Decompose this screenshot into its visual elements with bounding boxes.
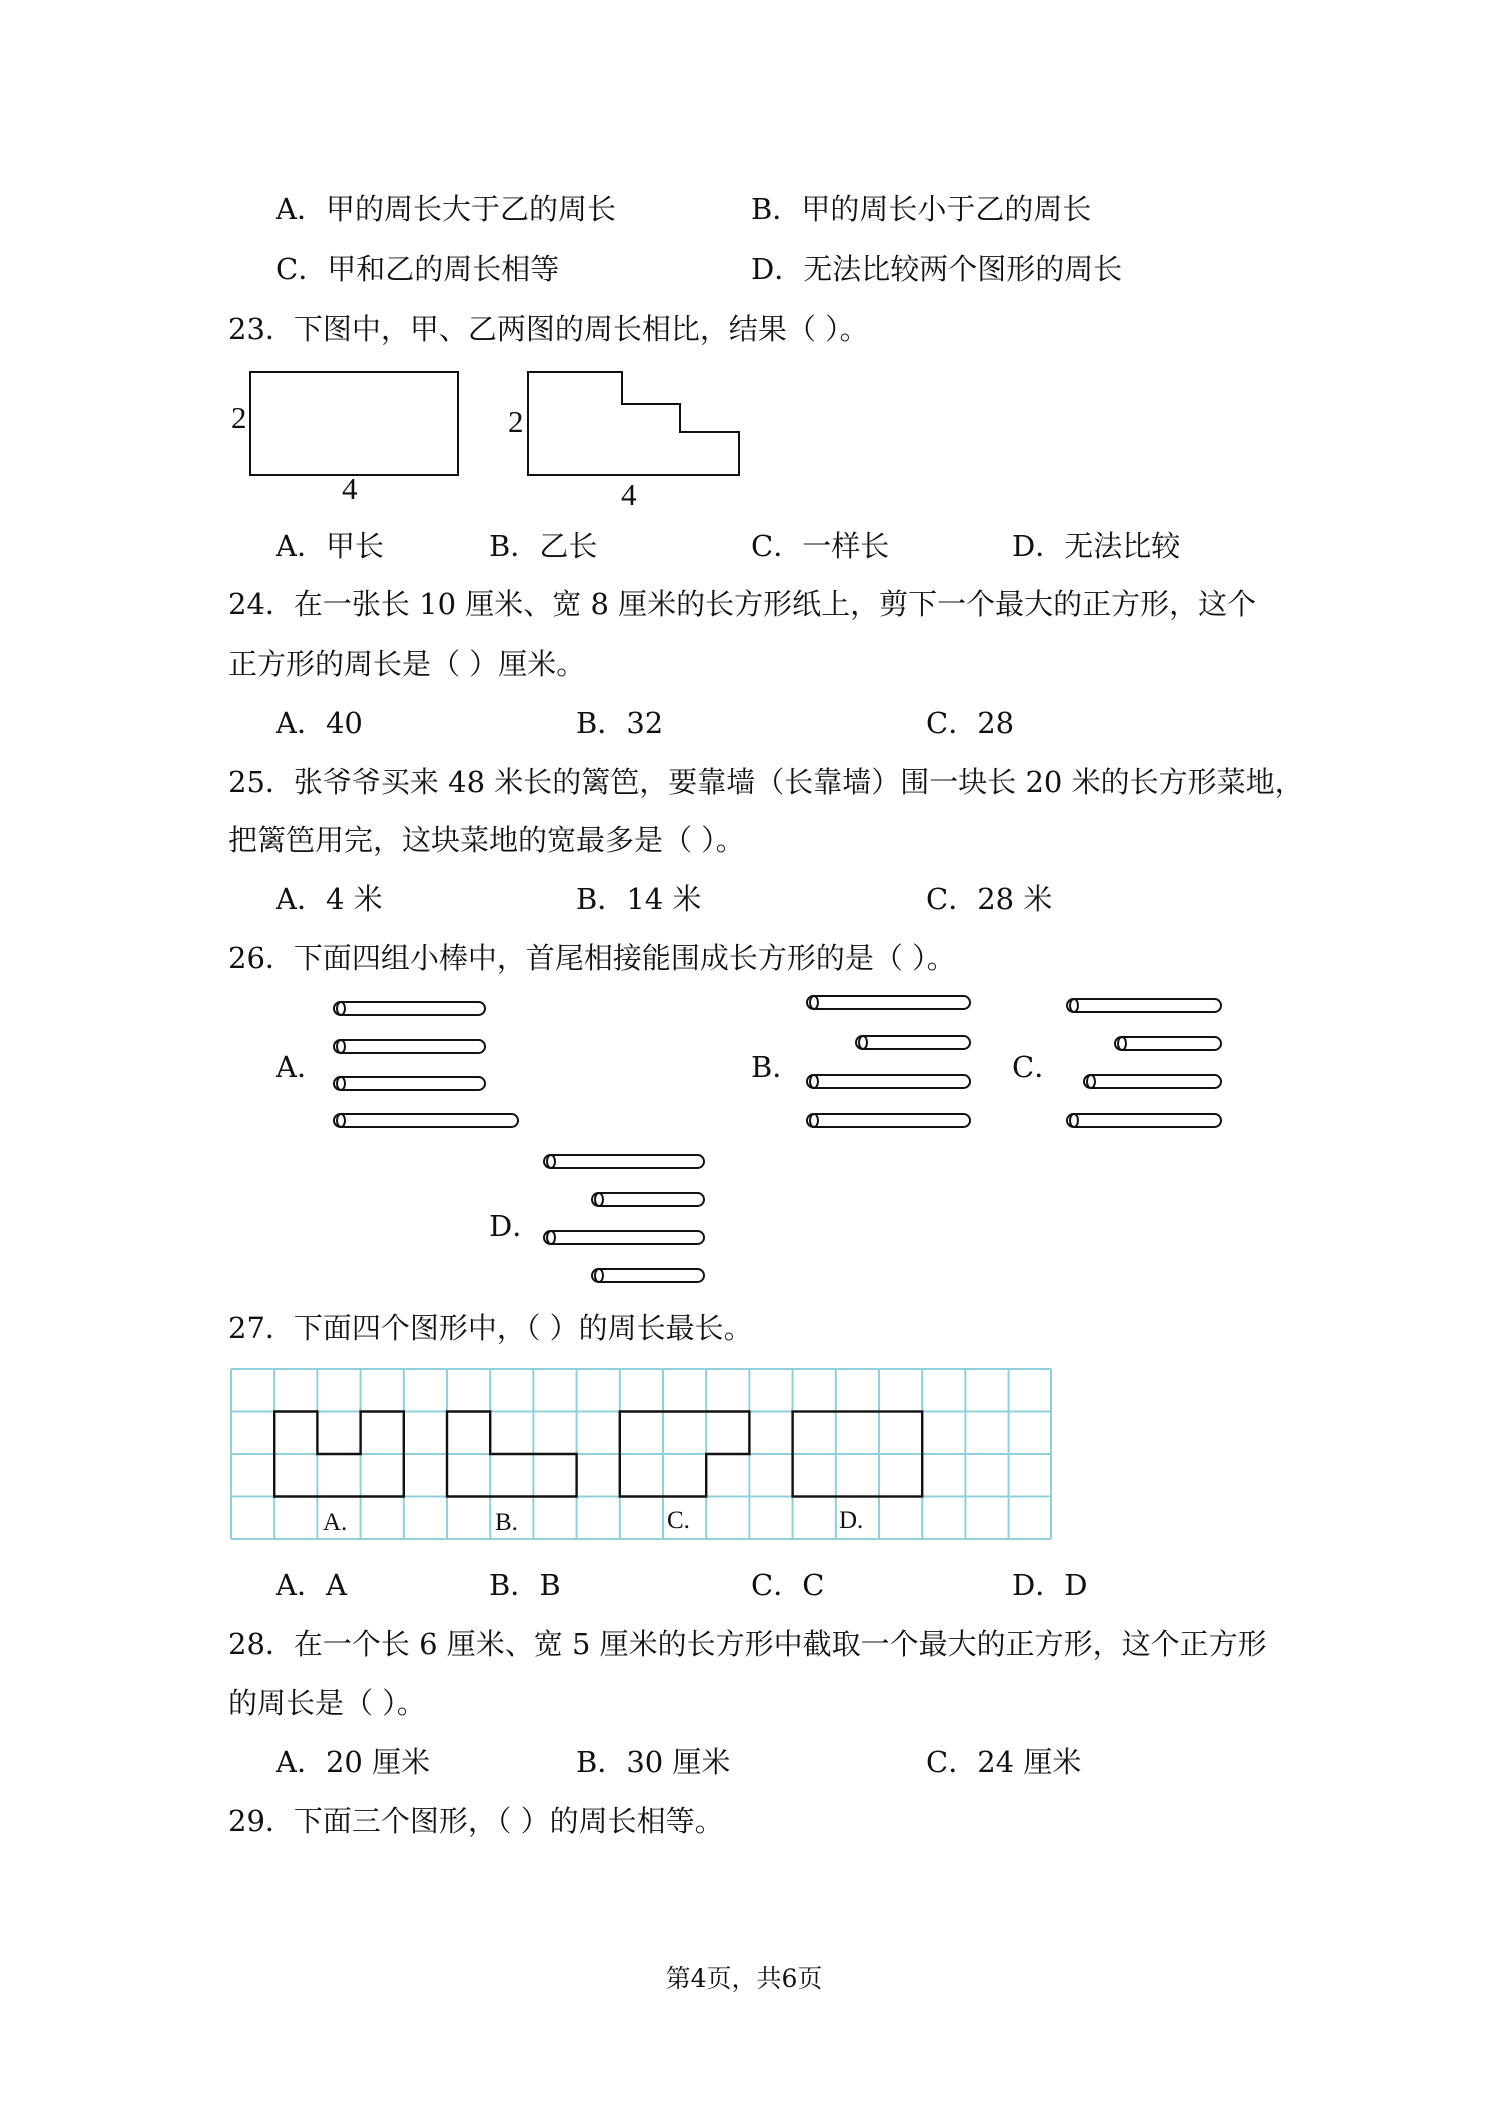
option-letter: C． [276,252,328,286]
option-letter: D． [1012,1568,1065,1602]
option-text: D [1064,1568,1088,1602]
figure-jia-rectangle [250,372,458,475]
q24-option-b[interactable] [576,705,663,741]
stick-group-c [1067,999,1221,1127]
q24-option-c[interactable] [926,705,1014,741]
q23-option-d[interactable] [1012,528,1180,564]
grid-label-b: B. [495,1509,518,1536]
q23-label-right-height: 2 [508,404,524,439]
stick [1115,1037,1221,1050]
q25-option-c[interactable] [926,881,1052,917]
q25-stem-line2: 把篱笆用完，这块菜地的宽最多是（ ）。 [228,823,745,857]
grid-label-d: D. [839,1507,864,1534]
option-letter: C． [926,882,978,916]
option-text: 甲的周长小于乙的周长 [801,192,1092,226]
figure-yi-stepped-shape [528,372,739,475]
stick-end [1070,1114,1078,1127]
stick-end [337,1114,345,1127]
q27-grid-figure [230,1368,1055,1542]
option-text: 24 厘米 [977,1745,1082,1779]
option-text: 一样长 [802,529,890,563]
option-text: 无法比较两个图形的周长 [803,252,1123,286]
option-letter: C． [751,529,803,563]
q23-option-c[interactable] [751,528,889,564]
stick-end [547,1231,555,1244]
option-letter: C． [926,706,978,740]
option-letter: D． [1012,529,1065,563]
q28-option-a[interactable] [276,1744,430,1780]
option-text: 乙长 [539,529,598,563]
q23-label-left-height: 2 [231,400,247,435]
q26-option-d[interactable]: D． [489,1209,542,1243]
option-text: A [325,1568,347,1602]
stick [334,1002,485,1015]
q22-option-c[interactable] [276,251,559,287]
stick [592,1193,704,1206]
q27-option-c[interactable] [751,1567,824,1603]
option-text: 4 米 [325,882,383,916]
q25-option-b[interactable] [576,881,701,917]
option-text: 无法比较 [1064,529,1181,563]
q24-option-a[interactable] [276,705,363,741]
q29-stem: 29．下面三个图形，（ ）的周长相等。 [228,1804,724,1838]
option-letter: B． [489,529,540,563]
stick [334,1114,518,1127]
q26-stem: 26．下面四组小棒中，首尾相接能围成长方形的是（ ）。 [228,941,956,975]
grid-label-c: C. [667,1507,690,1534]
option-letter: A． [276,192,326,226]
stick-end [810,1114,818,1127]
q24-stem-line2: 正方形的周长是（ ）厘米。 [228,647,586,681]
q25-option-a[interactable] [276,881,383,917]
q22-option-b[interactable] [751,191,1091,227]
q25-stem-line1: 25．张爷爷买来 48 米长的篱笆，要靠墙（长靠墙）围一块长 20 米的长方形菜地， [228,765,1304,799]
stick-end [1087,1075,1095,1088]
option-letter: B． [489,1568,540,1602]
stick-end [595,1269,603,1282]
option-text: 40 [325,706,363,740]
stick-end [337,1002,345,1015]
stick-end [547,1155,555,1168]
q22-option-d[interactable] [751,251,1122,287]
option-letter: C． [751,1568,803,1602]
option-text: 28 [977,706,1015,740]
q23-figure [230,364,750,512]
stick [334,1077,485,1090]
stick-end [859,1036,867,1049]
q28-option-c[interactable] [926,1744,1081,1780]
option-text: 30 厘米 [626,1745,731,1779]
option-text: C [802,1568,825,1602]
stick [544,1231,704,1244]
option-letter: A． [276,706,326,740]
q28-stem-line1: 28．在一个长 6 厘米、宽 5 厘米的长方形中截取一个最大的正方形，这个正方形 [228,1627,1267,1661]
option-text: B [539,1568,561,1602]
stick [1067,999,1221,1012]
page-footer: 第4页，共6页 [665,1964,823,1993]
stick-end [1070,999,1078,1012]
option-text: 甲长 [325,529,384,563]
q26-sticks-figure [0,990,1300,1300]
stick-end [810,996,818,1009]
q23-option-b[interactable] [489,528,597,564]
option-text: 甲的周长大于乙的周长 [325,192,616,226]
stick-end [337,1077,345,1090]
option-letter: B． [576,882,627,916]
option-letter: A． [276,882,326,916]
stick-group-a [334,1002,518,1127]
stick [807,1114,970,1127]
q28-option-b[interactable] [576,1744,730,1780]
option-text: 28 米 [977,882,1053,916]
stick [592,1269,704,1282]
q28-stem-line2: 的周长是（ ）。 [228,1686,426,1720]
stick-group-b [807,996,970,1127]
q27-option-a[interactable] [276,1567,347,1603]
stick [1067,1114,1221,1127]
stick-end [1118,1037,1126,1050]
option-letter: A． [276,1745,326,1779]
stick [807,1075,970,1088]
stick [807,996,970,1009]
option-text: 20 厘米 [325,1745,431,1779]
option-text: 甲和乙的周长相等 [327,252,560,286]
stick [544,1155,704,1168]
option-letter: A． [276,529,326,563]
q23-stem: 23．下图中，甲、乙两图的周长相比，结果（ ）。 [228,312,869,346]
grid-label-a: A. [323,1509,348,1536]
q27-option-b[interactable] [489,1567,561,1603]
stick-group-d [544,1155,704,1282]
q27-stem: 27．下面四个图形中，（ ）的周长最长。 [228,1311,753,1345]
stick-end [337,1040,345,1053]
option-letter: D． [751,252,804,286]
q23-option-a[interactable] [276,528,384,564]
option-letter: C． [926,1745,978,1779]
stick-end [810,1075,818,1088]
stick [334,1040,485,1053]
stick [1084,1075,1221,1088]
option-text: 32 [626,706,664,740]
option-letter: B． [751,192,802,226]
stick-end [595,1193,603,1206]
option-letter: B． [576,1745,627,1779]
q26-option-b[interactable]: B． [751,1050,802,1084]
q26-option-a[interactable]: A． [276,1050,326,1084]
stick [856,1036,970,1049]
option-text: 14 米 [626,882,702,916]
q23-label-right-width: 4 [621,477,637,512]
q24-stem-line1: 24．在一张长 10 厘米、宽 8 厘米的长方形纸上，剪下一个最大的正方形，这个 [228,587,1257,621]
option-letter: B． [576,706,627,740]
q23-label-left-width: 4 [342,471,358,506]
q26-option-c[interactable]: C． [1012,1050,1064,1084]
option-letter: A． [276,1568,326,1602]
q27-option-d[interactable] [1012,1567,1088,1603]
q22-option-a[interactable] [276,191,616,227]
